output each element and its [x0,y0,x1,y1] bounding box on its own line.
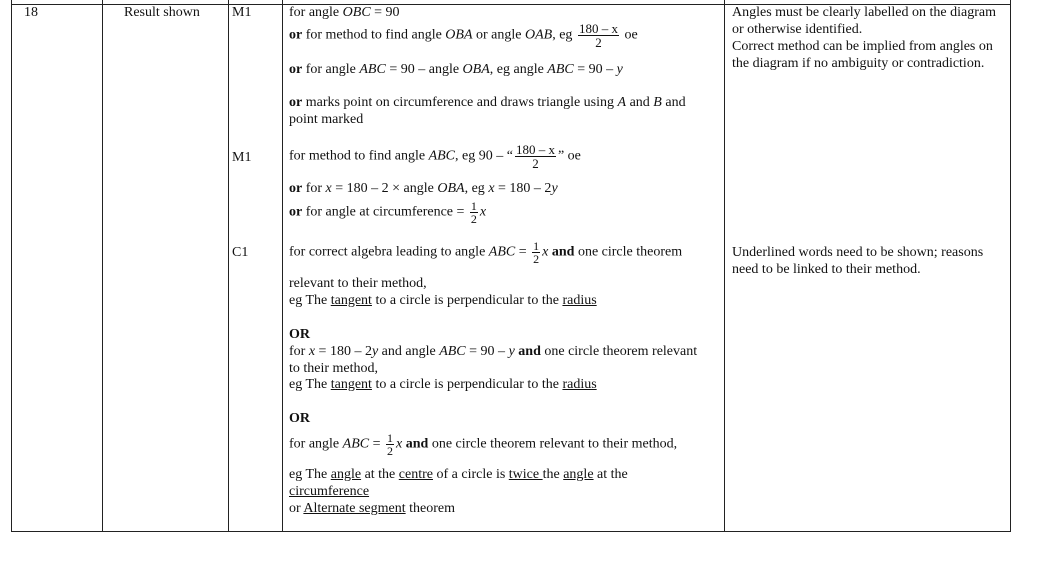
column-divider [228,0,229,532]
question-number: 18 [24,5,38,20]
fraction: $\frac{180 - x}{2}$ [515,142,555,171]
criterion-line: for angle ABC = $\frac{1}{2}$ x and one circle theorem relevant to their method, [289,431,678,458]
mark-code: M1 [232,5,252,20]
fraction: $\frac{1}{2}$ [387,431,394,458]
criterion-line: eg The tangent to a circle is perpendicular to the radius [289,293,597,308]
criterion-line: or for method to find angle OBA or angle OAB, eg $\frac{180 - x}{2}$ oe [289,21,638,50]
criterion-line: to their method, [289,361,379,376]
fraction: $\frac{1}{2}$ [470,199,477,226]
criterion-line: or marks point on circumference and draws triangle using A and B and [289,95,686,110]
mark-code: C1 [232,245,249,260]
criterion-line: or for angle at circumference = $\frac{1}{2}$ x [289,199,487,226]
mark-code: M1 [232,150,252,165]
criterion-line: eg The tangent to a circle is perpendicular to the radius [289,377,597,392]
guidance-note: Angles must be clearly labelled on the diagram or otherwise identified. [732,5,996,37]
answer-text: Result shown [124,5,200,20]
criterion-line: or for angle ABC = 90 – angle OBA, eg angle ABC = 90 – y [289,62,623,77]
fraction: $\frac{1}{2}$ [533,239,540,266]
column-divider [282,0,283,532]
criterion-line: relevant to their method, [289,276,427,291]
or-label: OR [289,411,310,426]
criterion-line: for correct algebra leading to angle ABC = $\frac{1}{2}$ x and one circle theorem [289,239,683,266]
criterion-line: or for x = 180 – 2 × angle OBA, eg x = 180 – 2y [289,181,558,196]
guidance-note: Underlined words need to be shown; reasons need to be linked to their method. [732,245,984,277]
criterion-line: eg The angle at the centre of a circle is twice the angle at the [289,467,628,482]
criterion-line: for method to find angle ABC, eg 90 – “ $\frac{180 - x}{2}$ ” oe [289,142,581,171]
criterion-line: for x = 180 – 2y and angle ABC = 90 – y and one circle theorem relevant [289,344,698,359]
or-label: OR [289,327,310,342]
fraction: $\frac{180 - x}{2}$ [578,21,618,50]
criterion-line: for angle OBC = 90 [289,5,400,20]
column-divider [102,0,103,532]
criterion-line: or Alternate segment theorem [289,501,456,516]
column-divider [724,0,725,532]
mark-scheme-content [289,0,721,532]
guidance-note: Correct method can be implied from angles on the diagram if no ambiguity or contradiction. [732,39,993,71]
criterion-line: circumference [289,484,370,499]
criterion-line: point marked [289,112,364,127]
